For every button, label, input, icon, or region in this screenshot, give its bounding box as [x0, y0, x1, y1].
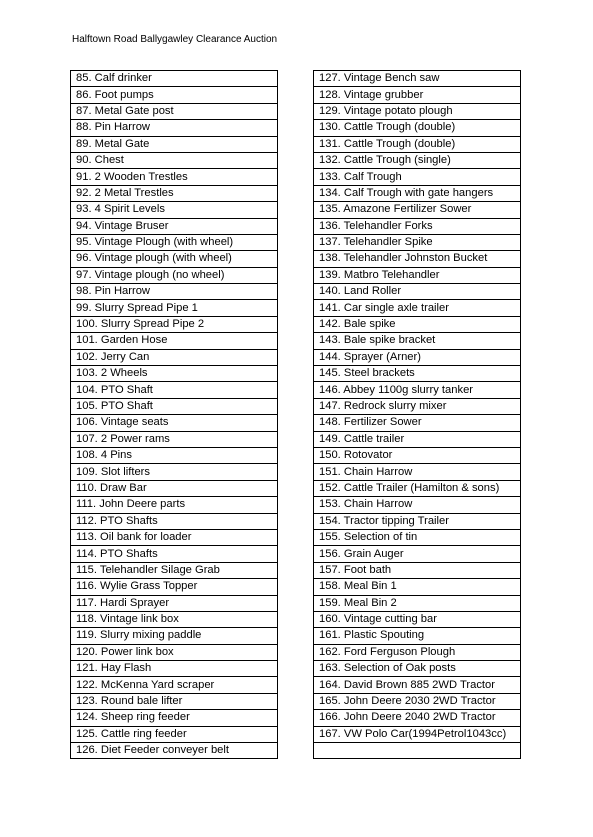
lot-item: 120. Power link box	[71, 644, 278, 660]
lot-item: 92. 2 Metal Trestles	[71, 185, 278, 201]
lot-item: 108. 4 Pins	[71, 447, 278, 463]
table-row	[71, 251, 278, 267]
table-row	[314, 202, 521, 218]
lot-item: 162. Ford Ferguson Plough	[314, 644, 521, 660]
table-row	[314, 464, 521, 480]
table-row	[314, 628, 521, 644]
table-row	[71, 218, 278, 234]
lot-item: 133. Calf Trough	[314, 169, 521, 185]
table-row	[314, 743, 521, 759]
lot-item: 113. Oil bank for loader	[71, 529, 278, 545]
table-row	[314, 366, 521, 382]
table-row	[314, 480, 521, 496]
lot-item: 104. PTO Shaft	[71, 382, 278, 398]
table-row	[71, 693, 278, 709]
lot-item: 148. Fertilizer Sower	[314, 415, 521, 431]
table-row	[71, 136, 278, 152]
lot-item: 163. Selection of Oak posts	[314, 661, 521, 677]
table-row	[71, 579, 278, 595]
lot-item: 88. Pin Harrow	[71, 120, 278, 136]
lot-item: 109. Slot lifters	[71, 464, 278, 480]
lot-item: 116. Wylie Grass Topper	[71, 579, 278, 595]
lot-list-right	[314, 71, 521, 759]
table-row	[314, 300, 521, 316]
table-row	[314, 251, 521, 267]
table-row	[314, 611, 521, 627]
lot-item: 147. Redrock slurry mixer	[314, 398, 521, 414]
lot-item: 158. Meal Bin 1	[314, 579, 521, 595]
lot-item: 149. Cattle trailer	[314, 431, 521, 447]
table-row	[314, 103, 521, 119]
lot-item: 103. 2 Wheels	[71, 366, 278, 382]
table-row	[71, 644, 278, 660]
table-row	[314, 513, 521, 529]
lot-item: 128. Vintage grubber	[314, 87, 521, 103]
lot-item: 114. PTO Shafts	[71, 546, 278, 562]
table-row	[71, 562, 278, 578]
table-row	[314, 185, 521, 201]
table-row	[314, 398, 521, 414]
lot-item: 94. Vintage Bruser	[71, 218, 278, 234]
lot-item: 87. Metal Gate post	[71, 103, 278, 119]
table-row	[71, 497, 278, 513]
lot-item: 165. John Deere 2030 2WD Tractor	[314, 693, 521, 709]
lot-item: 154. Tractor tipping Trailer	[314, 513, 521, 529]
lot-item: 156. Grain Auger	[314, 546, 521, 562]
lot-item: 100. Slurry Spread Pipe 2	[71, 316, 278, 332]
lot-item: 142. Bale spike	[314, 316, 521, 332]
table-row	[314, 447, 521, 463]
table-row	[314, 693, 521, 709]
table-row	[71, 529, 278, 545]
table-row	[314, 152, 521, 168]
table-row	[314, 579, 521, 595]
table-row	[314, 661, 521, 677]
lot-item: 119. Slurry mixing paddle	[71, 628, 278, 644]
lot-item: 90. Chest	[71, 152, 278, 168]
lot-item: 125. Cattle ring feeder	[71, 726, 278, 742]
lot-item: 111. John Deere parts	[71, 497, 278, 513]
lot-item: 93. 4 Spirit Levels	[71, 202, 278, 218]
lot-item: 85. Calf drinker	[71, 71, 278, 87]
table-row	[71, 333, 278, 349]
table-row	[71, 677, 278, 693]
lot-item: 151. Chain Harrow	[314, 464, 521, 480]
lot-item: 134. Calf Trough with gate hangers	[314, 185, 521, 201]
table-row	[71, 480, 278, 496]
lot-item: 97. Vintage plough (no wheel)	[71, 267, 278, 283]
table-row	[71, 71, 278, 87]
lot-item: 144. Sprayer (Arner)	[314, 349, 521, 365]
table-row	[314, 120, 521, 136]
table-row	[314, 529, 521, 545]
table-row	[71, 300, 278, 316]
lot-item: 101. Garden Hose	[71, 333, 278, 349]
table-row	[314, 284, 521, 300]
lot-item: 167. VW Polo Car(1994Petrol1043cc)	[314, 726, 521, 742]
table-row	[314, 136, 521, 152]
lot-item: 164. David Brown 885 2WD Tractor	[314, 677, 521, 693]
lot-item: 140. Land Roller	[314, 284, 521, 300]
lot-item: 141. Car single axle trailer	[314, 300, 521, 316]
table-row	[71, 234, 278, 250]
table-row	[314, 333, 521, 349]
table-row	[314, 382, 521, 398]
lot-item: 143. Bale spike bracket	[314, 333, 521, 349]
table-row	[71, 284, 278, 300]
table-row	[71, 382, 278, 398]
lot-item: 86. Foot pumps	[71, 87, 278, 103]
table-row	[314, 71, 521, 87]
table-row	[71, 152, 278, 168]
lot-item: 159. Meal Bin 2	[314, 595, 521, 611]
lot-item	[314, 743, 521, 759]
lot-item: 138. Telehandler Johnston Bucket	[314, 251, 521, 267]
lot-item: 107. 2 Power rams	[71, 431, 278, 447]
table-row	[71, 267, 278, 283]
lot-list-left	[71, 71, 278, 759]
lot-item: 110. Draw Bar	[71, 480, 278, 496]
lot-item: 155. Selection of tin	[314, 529, 521, 545]
lot-item: 139. Matbro Telehandler	[314, 267, 521, 283]
lot-item: 106. Vintage seats	[71, 415, 278, 431]
lot-item: 152. Cattle Trailer (Hamilton & sons)	[314, 480, 521, 496]
table-row	[314, 316, 521, 332]
table-row	[71, 431, 278, 447]
table-row	[314, 349, 521, 365]
lot-item: 112. PTO Shafts	[71, 513, 278, 529]
lot-item: 145. Steel brackets	[314, 366, 521, 382]
lot-item: 160. Vintage cutting bar	[314, 611, 521, 627]
lot-item: 161. Plastic Spouting	[314, 628, 521, 644]
table-row	[71, 726, 278, 742]
lot-item: 115. Telehandler Silage Grab	[71, 562, 278, 578]
table-row	[314, 726, 521, 742]
table-row	[314, 87, 521, 103]
lot-table-left	[70, 70, 278, 759]
lot-item: 99. Slurry Spread Pipe 1	[71, 300, 278, 316]
lot-item: 126. Diet Feeder conveyer belt	[71, 743, 278, 759]
table-row	[71, 447, 278, 463]
table-row	[71, 169, 278, 185]
table-row	[71, 661, 278, 677]
table-row	[314, 644, 521, 660]
lot-item: 135. Amazone Fertilizer Sower	[314, 202, 521, 218]
lot-item: 96. Vintage plough (with wheel)	[71, 251, 278, 267]
lot-item: 132. Cattle Trough (single)	[314, 152, 521, 168]
lot-item: 102. Jerry Can	[71, 349, 278, 365]
lot-table-right	[313, 70, 521, 759]
lot-item: 118. Vintage link box	[71, 611, 278, 627]
table-row	[71, 595, 278, 611]
lot-item: 157. Foot bath	[314, 562, 521, 578]
lot-item: 137. Telehandler Spike	[314, 234, 521, 250]
table-row	[71, 464, 278, 480]
table-row	[314, 169, 521, 185]
table-row	[314, 415, 521, 431]
table-row	[71, 398, 278, 414]
lot-item: 95. Vintage Plough (with wheel)	[71, 234, 278, 250]
lot-item: 123. Round bale lifter	[71, 693, 278, 709]
table-row	[71, 513, 278, 529]
lot-item: 122. McKenna Yard scraper	[71, 677, 278, 693]
lot-item: 124. Sheep ring feeder	[71, 710, 278, 726]
lot-item: 121. Hay Flash	[71, 661, 278, 677]
lot-item: 136. Telehandler Forks	[314, 218, 521, 234]
lot-item: 131. Cattle Trough (double)	[314, 136, 521, 152]
table-row	[314, 497, 521, 513]
table-row	[71, 628, 278, 644]
table-row	[314, 562, 521, 578]
table-row	[71, 415, 278, 431]
lot-item: 166. John Deere 2040 2WD Tractor	[314, 710, 521, 726]
table-row	[71, 546, 278, 562]
table-row	[314, 546, 521, 562]
lot-item: 89. Metal Gate	[71, 136, 278, 152]
table-row	[71, 710, 278, 726]
lot-item: 105. PTO Shaft	[71, 398, 278, 414]
lot-item: 127. Vintage Bench saw	[314, 71, 521, 87]
lot-item: 150. Rotovator	[314, 447, 521, 463]
lot-item: 117. Hardi Sprayer	[71, 595, 278, 611]
table-row	[71, 611, 278, 627]
table-row	[71, 87, 278, 103]
lot-item: 129. Vintage potato plough	[314, 103, 521, 119]
table-row	[314, 267, 521, 283]
table-row	[71, 120, 278, 136]
table-row	[314, 218, 521, 234]
table-row	[71, 316, 278, 332]
table-row	[71, 185, 278, 201]
table-row	[314, 234, 521, 250]
table-row	[71, 202, 278, 218]
lot-item: 98. Pin Harrow	[71, 284, 278, 300]
table-row	[314, 595, 521, 611]
table-row	[314, 431, 521, 447]
table-row	[314, 677, 521, 693]
table-row	[71, 366, 278, 382]
lot-item: 130. Cattle Trough (double)	[314, 120, 521, 136]
table-row	[71, 349, 278, 365]
lot-item: 146. Abbey 1100g slurry tanker	[314, 382, 521, 398]
table-row	[314, 710, 521, 726]
lot-item: 91. 2 Wooden Trestles	[71, 169, 278, 185]
document-title: Halftown Road Ballygawley Clearance Auction	[72, 34, 278, 45]
table-row	[71, 743, 278, 759]
table-row	[71, 103, 278, 119]
lot-item: 153. Chain Harrow	[314, 497, 521, 513]
